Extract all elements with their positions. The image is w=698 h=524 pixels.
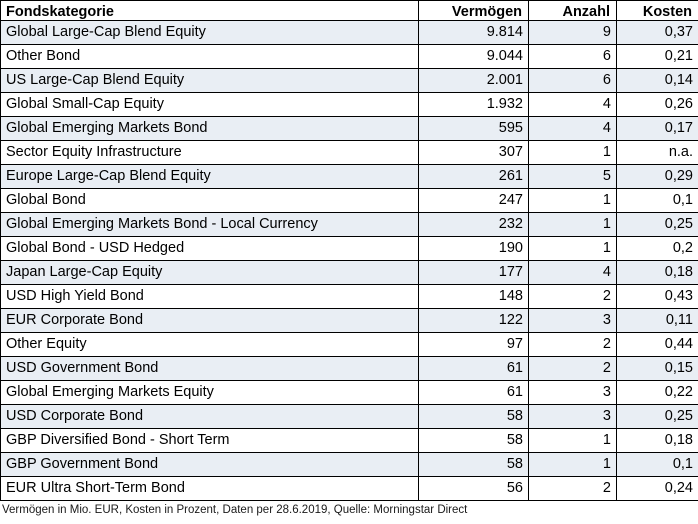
cell-cost: 0,29 [617, 165, 698, 189]
cell-count: 4 [529, 93, 617, 117]
cell-count: 1 [529, 189, 617, 213]
cell-cost: 0,14 [617, 69, 698, 93]
cell-count: 1 [529, 141, 617, 165]
cell-category: USD High Yield Bond [1, 285, 419, 309]
cell-volume: 232 [419, 213, 529, 237]
table-row [1, 309, 698, 333]
cell-volume: 190 [419, 237, 529, 261]
cell-cost: 0,1 [617, 189, 698, 213]
cell-cost: 0,37 [617, 21, 698, 45]
cell-volume: 58 [419, 429, 529, 453]
cell-cost: 0,18 [617, 429, 698, 453]
cell-count: 6 [529, 69, 617, 93]
cell-count: 2 [529, 357, 617, 381]
cell-volume: 61 [419, 357, 529, 381]
cell-cost: 0,44 [617, 333, 698, 357]
cell-cost: n.a. [617, 141, 698, 165]
table-body [1, 21, 698, 501]
cell-category: Global Small-Cap Equity [1, 93, 419, 117]
cell-cost: 0,22 [617, 381, 698, 405]
cell-category: US Large-Cap Blend Equity [1, 69, 419, 93]
cell-count: 1 [529, 213, 617, 237]
cell-count: 4 [529, 261, 617, 285]
column-header-volume: Vermögen [419, 1, 529, 21]
cell-volume: 148 [419, 285, 529, 309]
cell-category: Other Equity [1, 333, 419, 357]
cell-count: 6 [529, 45, 617, 69]
cell-category: Global Large-Cap Blend Equity [1, 21, 419, 45]
cell-volume: 1.932 [419, 93, 529, 117]
cell-cost: 0,24 [617, 477, 698, 501]
table-row [1, 165, 698, 189]
cell-cost: 0,26 [617, 93, 698, 117]
cell-category: USD Corporate Bond [1, 405, 419, 429]
cell-cost: 0,43 [617, 285, 698, 309]
column-header-category: Fondskategorie [1, 1, 419, 21]
cell-count: 3 [529, 405, 617, 429]
cell-cost: 0,25 [617, 213, 698, 237]
cell-volume: 9.044 [419, 45, 529, 69]
cell-volume: 58 [419, 453, 529, 477]
table-row [1, 69, 698, 93]
table-row [1, 21, 698, 45]
cell-volume: 61 [419, 381, 529, 405]
cell-volume: 2.001 [419, 69, 529, 93]
cell-category: Sector Equity Infrastructure [1, 141, 419, 165]
table-row [1, 117, 698, 141]
cell-count: 3 [529, 309, 617, 333]
cell-volume: 122 [419, 309, 529, 333]
cell-volume: 261 [419, 165, 529, 189]
cell-category: EUR Corporate Bond [1, 309, 419, 333]
cell-count: 4 [529, 117, 617, 141]
cell-cost: 0,17 [617, 117, 698, 141]
table-row [1, 429, 698, 453]
cell-volume: 58 [419, 405, 529, 429]
cell-cost: 0,21 [617, 45, 698, 69]
cell-category: GBP Government Bond [1, 453, 419, 477]
cell-cost: 0,15 [617, 357, 698, 381]
table-row [1, 285, 698, 309]
column-header-cost: Kosten [617, 1, 698, 21]
table-footnote: Vermögen in Mio. EUR, Kosten in Prozent, Daten per 28.6.2019, Quelle: Morningstar Direct [2, 504, 468, 516]
table-row [1, 213, 698, 237]
cell-cost: 0,2 [617, 237, 698, 261]
cell-category: Global Emerging Markets Bond [1, 117, 419, 141]
cell-cost: 0,11 [617, 309, 698, 333]
table-header [1, 1, 698, 21]
table-row [1, 333, 698, 357]
cell-count: 2 [529, 333, 617, 357]
cell-category: Global Bond - USD Hedged [1, 237, 419, 261]
cell-category: Other Bond [1, 45, 419, 69]
cell-volume: 56 [419, 477, 529, 501]
header-row [1, 1, 698, 21]
cell-category: USD Government Bond [1, 357, 419, 381]
cell-category: EUR Ultra Short-Term Bond [1, 477, 419, 501]
cell-cost: 0,18 [617, 261, 698, 285]
cell-volume: 177 [419, 261, 529, 285]
cell-volume: 307 [419, 141, 529, 165]
table-row [1, 141, 698, 165]
table-row [1, 405, 698, 429]
cell-volume: 97 [419, 333, 529, 357]
cell-count: 5 [529, 165, 617, 189]
cell-volume: 9.814 [419, 21, 529, 45]
cell-count: 2 [529, 285, 617, 309]
column-header-count: Anzahl [529, 1, 617, 21]
table-row [1, 357, 698, 381]
cell-category: Global Emerging Markets Bond - Local Currency [1, 213, 419, 237]
cell-cost: 0,1 [617, 453, 698, 477]
cell-count: 9 [529, 21, 617, 45]
cell-count: 3 [529, 381, 617, 405]
cell-category: Global Emerging Markets Equity [1, 381, 419, 405]
cell-category: Global Bond [1, 189, 419, 213]
cell-volume: 247 [419, 189, 529, 213]
table-row [1, 45, 698, 69]
cell-volume: 595 [419, 117, 529, 141]
table-row [1, 453, 698, 477]
cell-category: Europe Large-Cap Blend Equity [1, 165, 419, 189]
table-row [1, 261, 698, 285]
cell-count: 2 [529, 477, 617, 501]
cell-count: 1 [529, 237, 617, 261]
table-row [1, 477, 698, 501]
cell-cost: 0,25 [617, 405, 698, 429]
table-row [1, 93, 698, 117]
cell-category: Japan Large-Cap Equity [1, 261, 419, 285]
table-row [1, 237, 698, 261]
cell-category: GBP Diversified Bond - Short Term [1, 429, 419, 453]
cell-count: 1 [529, 453, 617, 477]
table-row [1, 381, 698, 405]
cell-count: 1 [529, 429, 617, 453]
table-row [1, 189, 698, 213]
